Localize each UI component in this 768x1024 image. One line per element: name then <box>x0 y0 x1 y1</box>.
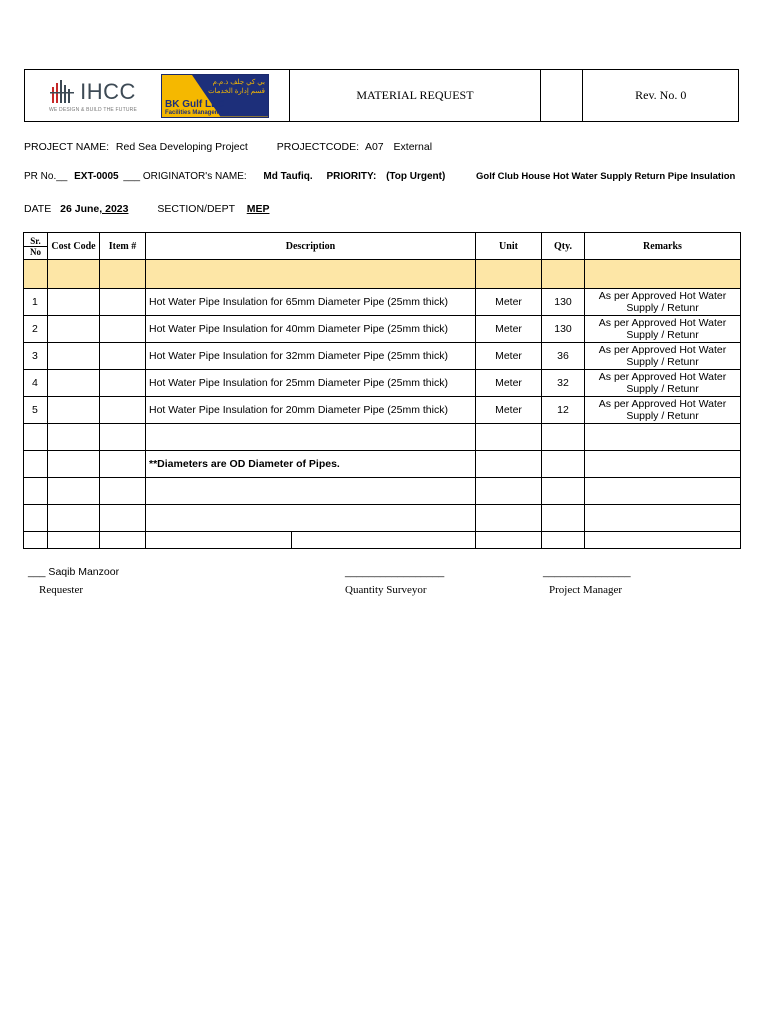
row-unit: Meter <box>476 370 542 397</box>
row-cost-code <box>48 343 100 370</box>
highlight-row <box>24 260 741 289</box>
project-line <box>24 141 432 153</box>
row-cost-code <box>48 370 100 397</box>
row-sr-number: 2 <box>24 316 48 343</box>
row-remarks: As per Approved Hot Water Supply / Retunr <box>585 343 741 370</box>
blank-row <box>24 478 741 505</box>
pr-number: EXT-0005 <box>74 171 119 182</box>
table-row <box>24 370 741 397</box>
pr-label: PR No.__ <box>24 171 68 182</box>
bk-company-name: BK Gulf LLC <box>165 98 225 110</box>
column-header-cost-code: Cost Code <box>48 233 100 260</box>
column-header-qty: Qty. <box>542 233 585 260</box>
project-type-value: External <box>393 141 433 153</box>
date-line <box>24 203 269 215</box>
row-qty: 130 <box>542 289 585 316</box>
bk-arabic-text: بي كي جلف ذ.م.م قسم إدارة الخدمات <box>208 78 265 95</box>
ihcc-tagline: WE DESIGN & BUILD THE FUTURE <box>48 106 138 113</box>
table-row <box>24 343 741 370</box>
row-unit: Meter <box>476 316 542 343</box>
row-unit: Meter <box>476 289 542 316</box>
ihcc-mark-icon <box>50 79 76 105</box>
date-year: , 2023 <box>99 203 129 215</box>
priority-label: PRIORITY: <box>326 171 377 182</box>
row-unit: Meter <box>476 343 542 370</box>
ihcc-logo <box>37 79 149 113</box>
row-remarks: As per Approved Hot Water Supply / Retunr <box>585 289 741 316</box>
blank-row <box>24 532 741 549</box>
project-manager-signature-line: _______________ <box>543 566 631 578</box>
row-description: Hot Water Pipe Insulation for 25mm Diameter Pipe (25mm thick) <box>146 370 476 397</box>
blank-row <box>24 424 741 451</box>
column-header-unit: Unit <box>476 233 542 260</box>
row-cost-code <box>48 316 100 343</box>
requester-name: ___ Saqib Manzoor <box>28 566 120 578</box>
blank-row <box>24 505 741 532</box>
row-remarks: As per Approved Hot Water Supply / Retunr <box>585 397 741 424</box>
column-header-description: Description <box>146 233 476 260</box>
request-subject: Golf Club House Hot Water Supply Return Pipe Insulation <box>476 171 736 182</box>
ihcc-wordmark: IHCC <box>80 78 136 104</box>
section-label: SECTION/DEPT <box>157 203 235 215</box>
requester-label: Requester <box>39 584 83 596</box>
revision-number: Rev. No. 0 <box>635 88 687 102</box>
originator-label: ___ ORIGINATOR's NAME: <box>123 171 247 182</box>
quantity-surveyor-label: Quantity Surveyor <box>345 584 427 596</box>
row-remarks: As per Approved Hot Water Supply / Retunr <box>585 316 741 343</box>
row-sr-number: 4 <box>24 370 48 397</box>
row-cost-code <box>48 397 100 424</box>
column-header-remarks: Remarks <box>585 233 741 260</box>
row-item-number <box>100 397 146 424</box>
row-sr-number: 1 <box>24 289 48 316</box>
row-qty: 32 <box>542 370 585 397</box>
date-label: DATE <box>24 203 52 215</box>
row-item-number <box>100 316 146 343</box>
row-description: Hot Water Pipe Insulation for 20mm Diameter Pipe (25mm thick) <box>146 397 476 424</box>
section-value: MEP <box>246 203 270 215</box>
project-code-label: PROJECTCODE: <box>276 141 360 153</box>
document-header <box>24 69 739 122</box>
project-code-value: A07 <box>364 141 384 153</box>
row-remarks: As per Approved Hot Water Supply / Retunr <box>585 370 741 397</box>
row-description: Hot Water Pipe Insulation for 65mm Diameter Pipe (25mm thick) <box>146 289 476 316</box>
row-item-number <box>100 343 146 370</box>
header-blank-cell <box>541 70 584 121</box>
row-description: Hot Water Pipe Insulation for 32mm Diameter Pipe (25mm thick) <box>146 343 476 370</box>
project-name-value: Red Sea Developing Project <box>115 141 248 153</box>
logo-area <box>25 70 290 121</box>
row-qty: 130 <box>542 316 585 343</box>
items-table <box>23 232 741 549</box>
row-description: Hot Water Pipe Insulation for 40mm Diameter Pipe (25mm thick) <box>146 316 476 343</box>
project-name-label: PROJECT NAME: <box>24 141 109 153</box>
quantity-surveyor-signature-line: _________________ <box>345 566 445 578</box>
row-sr-number: 5 <box>24 397 48 424</box>
row-unit: Meter <box>476 397 542 424</box>
column-header-sr: Sr. No <box>24 233 48 260</box>
row-qty: 36 <box>542 343 585 370</box>
document-title: MATERIAL REQUEST <box>290 70 540 121</box>
diameter-note: **Diameters are OD Diameter of Pipes. <box>146 451 476 478</box>
row-qty: 12 <box>542 397 585 424</box>
row-cost-code <box>48 289 100 316</box>
originator-name: Md Taufiq. <box>263 171 313 182</box>
priority-value: (Top Urgent) <box>386 171 446 182</box>
project-manager-label: Project Manager <box>549 584 622 596</box>
date-day: 26 June <box>60 203 100 215</box>
bk-gulf-logo <box>161 74 269 118</box>
row-item-number <box>100 370 146 397</box>
row-item-number <box>100 289 146 316</box>
bk-company-sub: Facilities Management <box>165 109 230 116</box>
table-header-row <box>24 233 741 260</box>
table-row <box>24 316 741 343</box>
pr-line <box>24 171 445 182</box>
table-row <box>24 289 741 316</box>
column-header-item: Item # <box>100 233 146 260</box>
note-row <box>24 451 741 478</box>
table-row <box>24 397 741 424</box>
row-sr-number: 3 <box>24 343 48 370</box>
